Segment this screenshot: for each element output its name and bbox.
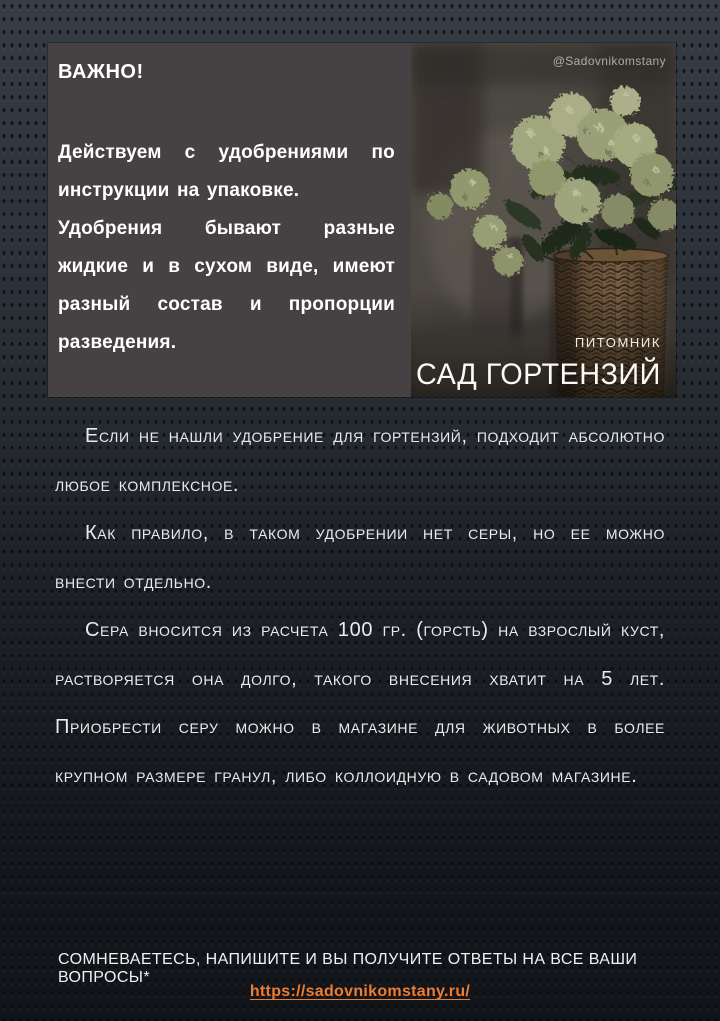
footer-note: СОМНЕВАЕТЕСЬ, НАПИШИТЕ И ВЫ ПОЛУЧИТЕ ОТВЕТЫ НА ВСЕ ВАШИ ВОПРОСЫ*: [58, 951, 638, 986]
important-card: [48, 43, 676, 397]
hydrangea-photo: [411, 43, 676, 397]
article-paragraph: Если не нашли удобрение для гортензий, подходит абсолютно любое комплексное.: [55, 425, 665, 496]
watermark: @Sadovnikomstany: [552, 54, 666, 68]
card-heading: ВАЖНО!: [58, 61, 144, 83]
card-paragraph: Действуем с удобрениями по инструкции на упаковке.: [58, 142, 395, 201]
card-body: [58, 134, 395, 362]
important-card-panel: [48, 43, 411, 397]
photo-title: САД ГОРТЕНЗИЙ: [416, 358, 661, 391]
article-paragraph: Как правило, в таком удобрении нет серы, но ее можно внести отдельно.: [55, 522, 665, 593]
article: [55, 412, 665, 800]
nursery-label: ПИТОМНИК: [574, 335, 661, 350]
footer-link-row: [0, 983, 720, 1001]
site-link[interactable]: https://sadovnikomstany.ru/: [249, 983, 471, 1000]
card-paragraph: Удобрения бывают разные жидкие и в сухом виде, имеют разный состав и пропорции разведения.: [58, 218, 395, 353]
article-paragraph: Сера вносится из расчета 100 гр. (горсть) на взрослый куст, растворяется она долго, такого внесения хватит на 5 лет. Приобрести серу можно в магазине для животных в более крупном размере гранул, либо коллоидную в садовом магазине.: [55, 619, 665, 787]
